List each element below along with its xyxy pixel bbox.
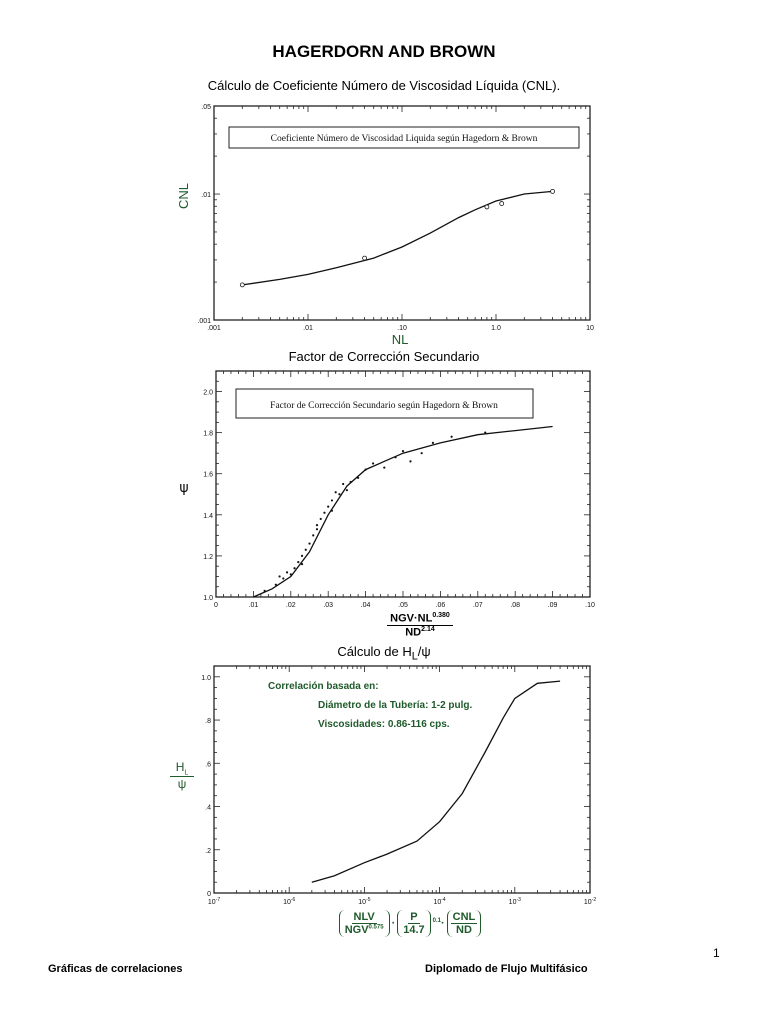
cnl-x-tick-label: .001 — [207, 325, 221, 332]
psi-data-point — [357, 477, 359, 479]
cnl-y-axis-label: CNL — [176, 182, 191, 210]
psi-data-point — [290, 573, 292, 575]
cnl-data-marker — [363, 256, 367, 260]
psi-data-point — [320, 518, 322, 520]
hl-xlabel-term-2-num: P — [410, 911, 418, 923]
hl-xlabel-term-1 — [339, 910, 390, 937]
psi-data-point — [316, 524, 318, 526]
psi-y-tick-label: 1.6 — [203, 471, 213, 479]
subtitle-hl-prefix: Cálculo de H — [337, 644, 412, 659]
cnl-x-axis-label: NL — [391, 332, 409, 347]
psi-x-tick-label: .01 — [248, 602, 259, 609]
psi-data-point — [451, 436, 453, 438]
psi-data-point — [301, 563, 303, 565]
psi-y-tick-label: 1.2 — [203, 553, 213, 561]
psi-data-point — [293, 567, 295, 569]
psi-x-tick-label: .03 — [323, 602, 334, 609]
hl-xlabel-term-1-den-exp: 0.575 — [368, 924, 384, 931]
psi-data-point — [275, 584, 277, 586]
page-number: 1 — [713, 946, 720, 960]
psi-data-point — [323, 512, 325, 514]
psi-data-point — [286, 571, 288, 573]
subtitle-hl — [0, 644, 768, 663]
cnl-y-tick-label: .05 — [201, 104, 211, 111]
cnl-data-marker — [240, 283, 244, 287]
psi-data-point — [365, 469, 367, 471]
hl-x-tick-exp: -6 — [290, 897, 296, 903]
footer-left: Gráficas de correlaciones — [48, 963, 183, 975]
hl-xlabel-term-1-num: NLV — [353, 911, 375, 923]
psi-y-tick-label: 2.0 — [203, 389, 213, 397]
hl-y-tick-label: .6 — [205, 761, 211, 769]
hl-y-tick-label: .8 — [205, 718, 211, 726]
hl-xlabel-term-3-num: CNL — [452, 911, 476, 923]
hl-x-tick-label — [433, 897, 445, 906]
hl-x-tick-label — [584, 897, 596, 906]
psi-x-tick-label: .02 — [285, 602, 296, 609]
psi-x-tick-label: .08 — [510, 602, 521, 609]
psi-x-tick-label: .10 — [585, 602, 595, 609]
psi-data-point — [421, 452, 423, 454]
psi-xlabel-num: NGV·NL — [390, 612, 433, 625]
cnl-y-tick-label: .001 — [197, 318, 211, 325]
cnl-data-marker — [500, 202, 504, 206]
hl-xlabel-term-2-exp: 0.1 — [432, 917, 441, 924]
psi-y-tick-label: 1.4 — [203, 512, 213, 520]
psi-data-point — [278, 575, 280, 577]
psi-xlabel-exp: 0.380 — [432, 612, 450, 619]
psi-data-point — [350, 481, 352, 483]
psi-data-point — [316, 528, 318, 530]
psi-data-point — [327, 506, 329, 508]
hl-annotation-1: Correlación basada en: — [268, 681, 379, 692]
psi-x-tick-label: .07 — [472, 602, 483, 609]
psi-data-point — [402, 450, 404, 452]
hl-y-tick-label: .2 — [205, 847, 211, 855]
hl-x-tick-exp: -4 — [441, 897, 446, 903]
hl-x-tick-exp: -3 — [516, 897, 521, 903]
psi-x-tick-label: .06 — [435, 602, 446, 609]
psi-xlabel-den: ND — [405, 626, 422, 639]
hl-x-tick-exp: -2 — [591, 897, 597, 903]
psi-data-point — [484, 432, 486, 434]
hl-xlabel-term-2 — [397, 910, 430, 937]
psi-x-tick-label: 0 — [214, 602, 218, 609]
psi-data-point — [409, 460, 411, 462]
hl-x-tick-base: 10 — [283, 899, 291, 906]
subtitle-hl-suffix: /ψ — [417, 644, 431, 659]
psi-y-tick-label: 1.8 — [203, 430, 213, 438]
psi-data-point — [297, 561, 299, 563]
psi-xlabel-den-exp: 2.14 — [421, 625, 435, 633]
cnl-data-marker — [485, 205, 489, 209]
cnl-x-tick-label: 1.0 — [491, 325, 501, 332]
hl-x-tick-label — [358, 897, 370, 906]
hl-curve — [312, 681, 560, 882]
hl-annotation-3: Viscosidades: 0.86-116 cps. — [318, 719, 450, 730]
psi-data-point — [383, 466, 385, 468]
hl-y-tick-label: 1.0 — [201, 674, 211, 682]
hl-x-tick-exp: -5 — [366, 897, 371, 903]
cnl-curve — [242, 191, 552, 285]
footer-center: Diplomado de Flujo Multifásico — [425, 963, 588, 975]
psi-data-point — [331, 499, 333, 501]
psi-x-tick-label: .05 — [398, 602, 408, 609]
subtitle-psi: Factor de Corrección Secundario — [288, 349, 480, 364]
psi-data-point — [301, 555, 303, 557]
hl-x-tick-label — [283, 897, 295, 906]
cnl-x-tick-label: 10 — [586, 325, 594, 332]
psi-data-point — [264, 590, 266, 592]
hl-x-tick-base: 10 — [207, 899, 216, 906]
cnl-y-tick-label: .01 — [201, 192, 211, 200]
hl-x-tick-label — [509, 897, 521, 906]
cnl-x-tick-label: .10 — [397, 325, 407, 332]
psi-data-point — [282, 577, 284, 579]
psi-x-tick-label: .04 — [360, 602, 371, 609]
psi-data-point — [308, 542, 310, 544]
page-title: HAGERDORN AND BROWN — [272, 42, 496, 61]
hl-x-tick-base: 10 — [508, 899, 517, 906]
hl-x-tick-base: 10 — [583, 899, 592, 906]
psi-x-tick-label: .09 — [547, 602, 558, 609]
psi-data-point — [305, 549, 307, 551]
cnl-chart-title: Coeficiente Número de Viscosidad Liquida según Hagedorn & Brown — [270, 134, 538, 144]
hl-ylabel-num: H — [175, 760, 185, 774]
psi-data-point — [338, 493, 340, 495]
hl-x-tick-label — [208, 897, 220, 906]
subtitle-cnl: Cálculo de Coeficiente Número de Viscosidad Líquida (CNL). — [207, 78, 561, 93]
psi-y-axis-label: ψ — [179, 480, 189, 496]
hl-xlabel-term-1-den: NGV — [344, 924, 369, 936]
psi-data-point — [342, 483, 344, 485]
cnl-x-tick-label: .01 — [303, 325, 313, 332]
psi-data-point — [394, 456, 396, 458]
hl-y-tick-label: .4 — [205, 804, 211, 812]
hl-y-tick-label: 0 — [207, 891, 211, 898]
psi-data-point — [432, 442, 434, 444]
hl-x-tick-exp: -7 — [215, 897, 221, 903]
hl-ylabel-sub: L — [184, 769, 189, 777]
hl-x-tick-base: 10 — [358, 899, 367, 906]
psi-xlabel — [360, 612, 480, 638]
psi-y-tick-label: 1.0 — [203, 595, 213, 602]
hl-x-tick-base: 10 — [433, 899, 442, 906]
psi-data-point — [346, 489, 348, 491]
psi-data-point — [372, 462, 374, 464]
subtitle-hl-sub: L — [411, 650, 418, 663]
cnl-data-marker — [551, 189, 555, 193]
psi-chart-title: Factor de Corrección Secundario según Hagedorn & Brown — [270, 401, 498, 411]
hl-ylabel-den: ψ — [177, 777, 187, 792]
psi-data-point — [331, 510, 333, 512]
hl-ylabel — [170, 760, 194, 791]
hl-xlabel-term-3-den: ND — [456, 924, 472, 936]
psi-data-point — [335, 491, 337, 493]
hl-xlabel: $\frac{\text{NLV}}{NGV^{0.575}}$ · $\frac{P}{14.7}$ $^{0.1}$· $\frac{\text{CNL}}{ND}$ — [325, 910, 495, 937]
hl-xlabel-term-3 — [447, 910, 482, 937]
psi-data-point — [312, 534, 314, 536]
hl-annotation-2: Diámetro de la Tubería: 1-2 pulg. — [318, 700, 473, 711]
hl-xlabel-term-2-den: 14.7 — [403, 924, 425, 936]
